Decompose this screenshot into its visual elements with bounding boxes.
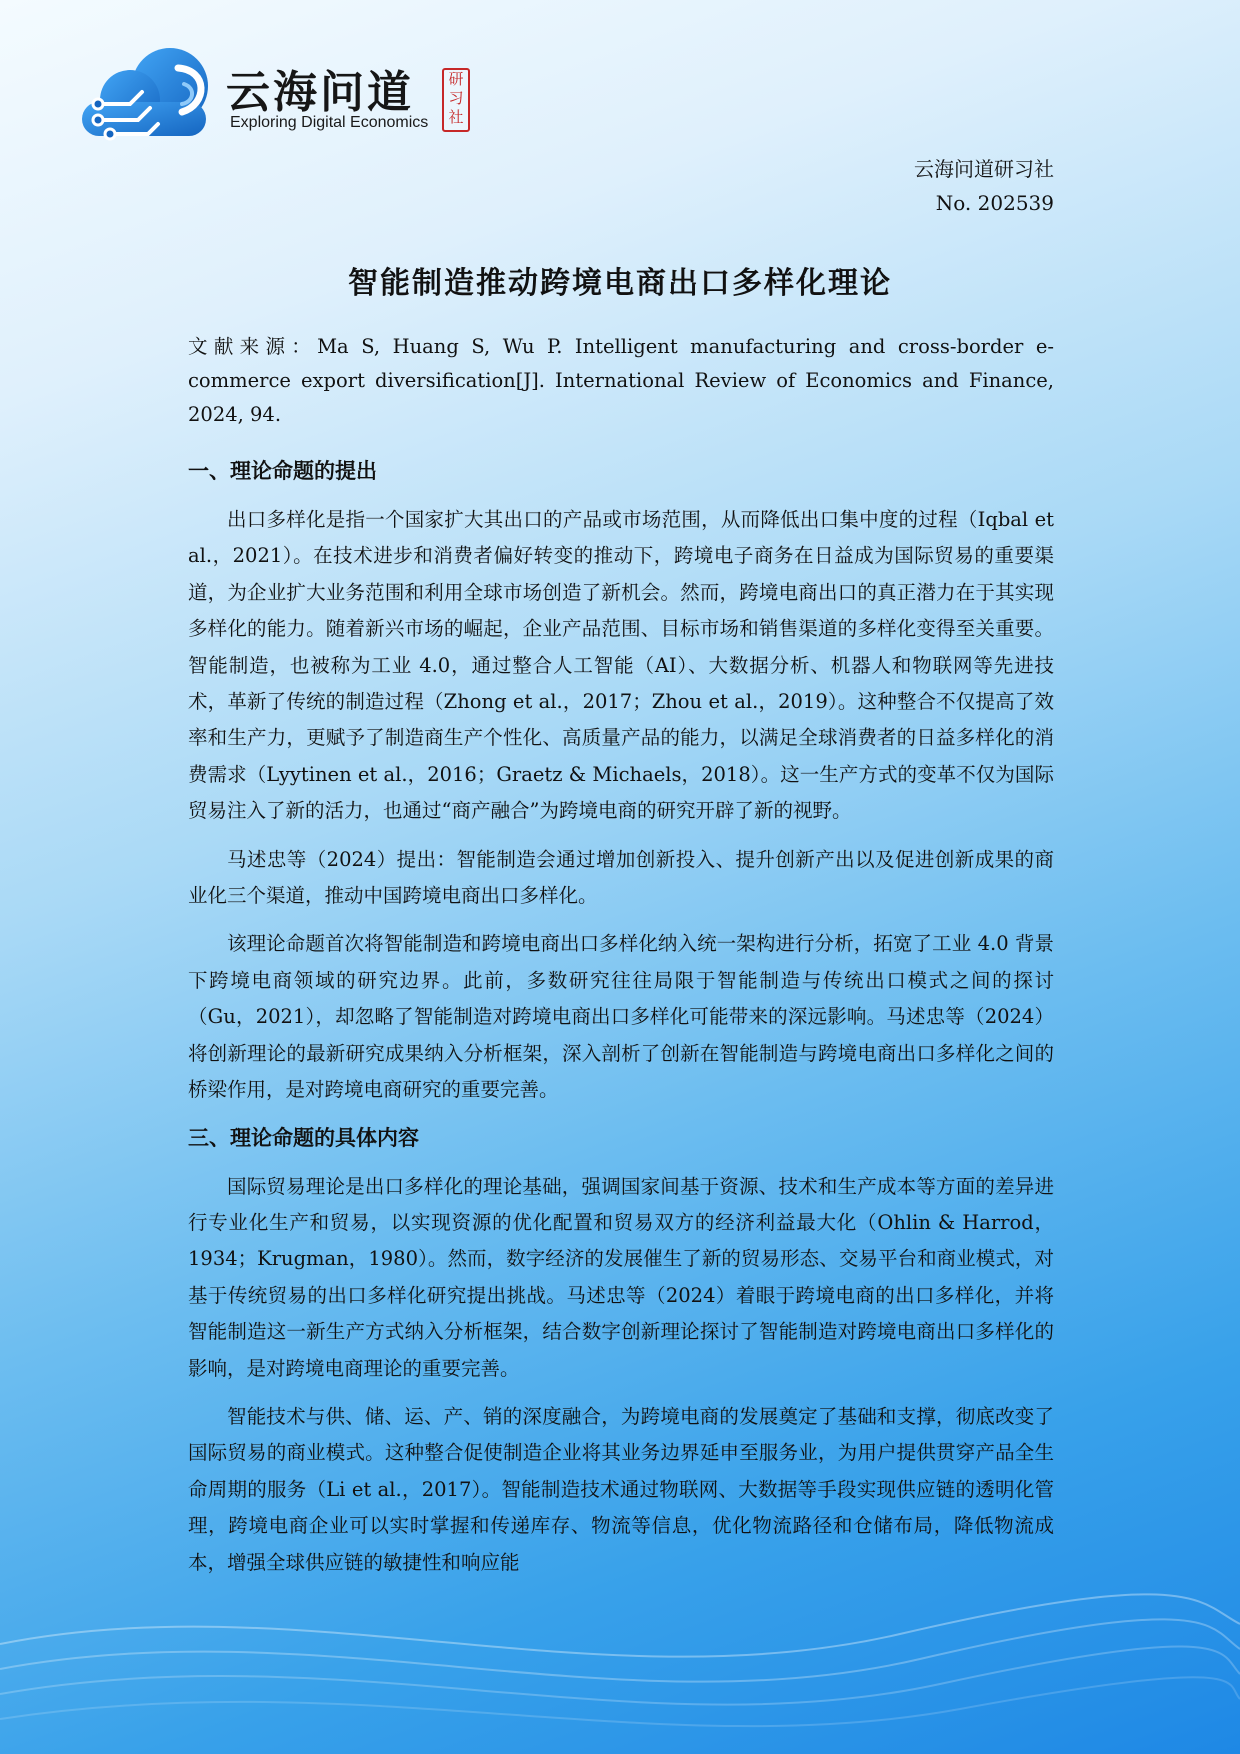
paragraph: 智能技术与供、储、运、产、销的深度融合，为跨境电商的发展奠定了基础和支撑，彻底改变了国际贸易的商业模式。这种整合促使制造企业将其业务边界延申至服务业，为用户提供贯穿产品全生命周期的服务（Li et al.，2017）。智能制造技术通过物联网、大数据等手段实现供应链的透明化管理，跨境电商企业可以实时掌握和传递库存、物流等信息，优化物流路径和仓储布局，降低物流成本，增强全球供应链的敏捷性和响应能 <box>188 1404 1054 1574</box>
section-heading: 三、理论命题的具体内容 <box>188 1124 419 1150</box>
brand-name: 云海问道 <box>226 67 414 118</box>
literature-source: 文献来源：Ma S, Huang S, Wu P. Intelligent manufacturing and cross-border e-commerce export diversification[J]. International Review of Economics and Finance, 2024, 94. <box>188 335 1054 426</box>
header-meta <box>914 152 1054 220</box>
brand-seal: 研习社 <box>442 68 470 132</box>
document-body <box>188 330 1054 1593</box>
brand-logo <box>78 42 478 142</box>
cloud-circuit-icon <box>78 42 218 142</box>
paragraph: 马述忠等（2024）提出：智能制造会通过增加创新投入、提升创新产出以及促进创新成果的商业化三个渠道，推动中国跨境电商出口多样化。 <box>188 847 1054 908</box>
section-heading: 一、理论命题的提出 <box>188 458 377 483</box>
issue-number: No. 202539 <box>935 191 1054 215</box>
paragraph: 出口多样化是指一个国家扩大其出口的产品或市场范围，从而降低出口集中度的过程（Iqbal et al.，2021）。在技术进步和消费者偏好转变的推动下，跨境电子商务在日益成为国际贸易的重要渠道，为企业扩大业务范围和利用全球市场创造了新机会。然而，跨境电商出口的真正潜力在于其实现多样化的能力。随着新兴市场的崛起，企业产品范围、目标市场和销售渠道的多样化变得至关重要。智能制造，也被称为工业 4.0，通过整合人工智能（AI）、大数据分析、机器人和物联网等先进技术，革新了传统的制造过程（Zhong et al.，2017；Zhou et al.，2019）。这种整合不仅提高了效率和生产力，更赋予了制造商生产个性化、高质量产品的能力，以满足全球消费者的日益多样化的消费需求（Lyytinen et al.，2016；Graetz & Michaels，2018）。这一生产方式的变革不仅为国际贸易注入了新的活力，也通过“商产融合”为跨境电商的研究开辟了新的视野。 <box>188 508 1054 823</box>
org-name: 云海问道研习社 <box>914 157 1054 181</box>
brand-tagline: Exploring Digital Economics <box>230 114 429 131</box>
document-title: 智能制造推动跨境电商出口多样化理论 <box>348 266 892 301</box>
paragraph: 国际贸易理论是出口多样化的理论基础，强调国家间基于资源、技术和生产成本等方面的差异进行专业化生产和贸易，以实现资源的优化配置和贸易双方的经济利益最大化（Ohlin & Harrod，1934；Krugman，1980）。然而，数字经济的发展催生了新的贸易形态、交易平台和商业模式，对基于传统贸易的出口多样化研究提出挑战。马述忠等（2024）着眼于跨境电商的出口多样化，并将智能制造这一新生产方式纳入分析框架，结合数字创新理论探讨了智能制造对跨境电商出口多样化的影响，是对跨境电商理论的重要完善。 <box>188 1174 1054 1380</box>
paragraph: 该理论命题首次将智能制造和跨境电商出口多样化纳入统一架构进行分析，拓宽了工业 4.0 背景下跨境电商领域的研究边界。此前，多数研究往往局限于智能制造与传统出口模式之间的探讨（Gu，2021），却忽略了智能制造对跨境电商出口多样化可能带来的深远影响。马述忠等（2024）将创新理论的最新研究成果纳入分析框架，深入剖析了创新在智能制造与跨境电商出口多样化之间的桥梁作用，是对跨境电商研究的重要完善。 <box>188 932 1054 1102</box>
